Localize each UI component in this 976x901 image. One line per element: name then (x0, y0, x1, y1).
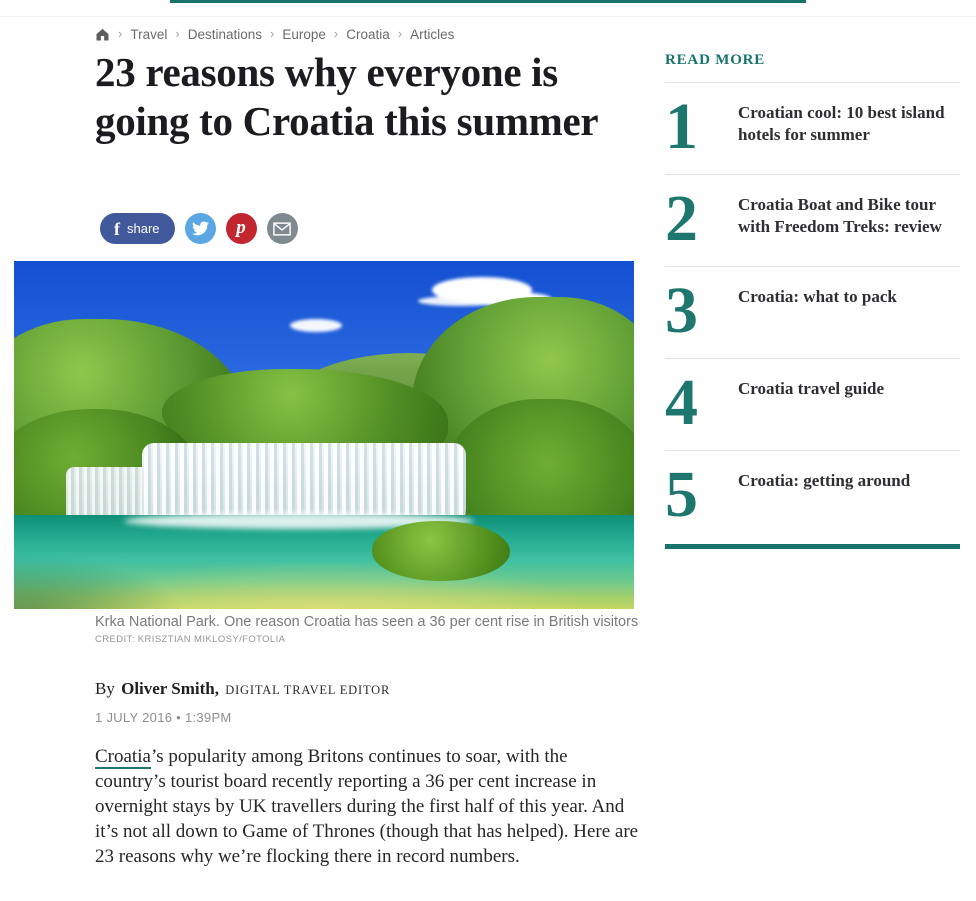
article-headline: 23 reasons why everyone is going to Croatia this summer (95, 49, 599, 144)
byline (95, 679, 390, 699)
read-more-item-1[interactable] (665, 82, 960, 174)
byline-prefix: By (95, 679, 115, 698)
breadcrumb-item-travel[interactable]: Travel (130, 27, 168, 42)
breadcrumb-item-europe[interactable]: Europe (282, 27, 326, 42)
item-number: 5 (665, 458, 698, 531)
share-toolbar (100, 213, 308, 244)
read-more-widget (665, 52, 960, 549)
breadcrumb-separator: › (270, 26, 275, 41)
breadcrumb-separator: › (118, 26, 123, 41)
author-role: DIGITAL TRAVEL EDITOR (225, 683, 391, 697)
header-bottom-rule (170, 0, 806, 3)
item-number: 2 (665, 182, 698, 255)
twitter-share-button[interactable] (185, 213, 216, 244)
email-icon (273, 222, 291, 236)
deep-water (14, 541, 214, 609)
read-more-heading: READ MORE (665, 52, 766, 68)
read-more-item-2[interactable] (665, 174, 960, 266)
read-more-item-3[interactable] (665, 266, 960, 358)
image-caption: Krka National Park. One reason Croatia has seen a 36 per cent rise in British visitors (95, 614, 639, 630)
item-number: 1 (665, 90, 698, 163)
email-share-button[interactable] (267, 213, 298, 244)
read-more-item-5[interactable] (665, 450, 960, 542)
intro-paragraph (95, 744, 643, 869)
facebook-share-label: share (127, 221, 160, 236)
read-more-item-4[interactable] (665, 358, 960, 450)
item-title: Croatia: what to pack (738, 287, 897, 306)
breadcrumb-item-croatia[interactable]: Croatia (346, 27, 390, 42)
breadcrumb-separator: › (175, 26, 180, 41)
croatia-link[interactable]: Croatia (95, 746, 151, 767)
breadcrumb-separator: › (333, 26, 339, 41)
pinterest-icon: p (236, 217, 246, 238)
krka-waterfall-photo (14, 261, 634, 609)
item-title: Croatia: getting around (738, 471, 911, 490)
item-title: Croatian cool: 10 best island hotels for summer (738, 103, 945, 144)
item-number: 4 (665, 366, 698, 439)
home-icon[interactable] (95, 27, 110, 42)
facebook-share-button[interactable] (100, 213, 175, 244)
intro-text: ’s popularity among Britons continues to soar, with the country’s tourist board recently reporting a 36 per cent increase in overnight stays by UK travellers during the first half of this year. And it’s not all down to Game of Thrones (though that has helped). Here are 23 reasons why we’re flocking there in record numbers. (95, 746, 639, 867)
page-divider (0, 16, 976, 17)
twitter-icon (192, 221, 209, 236)
pinterest-share-button[interactable] (226, 213, 257, 244)
breadcrumb-item-articles[interactable]: Articles (410, 27, 455, 42)
water-bush (372, 521, 510, 581)
author-name[interactable]: Oliver Smith, (121, 679, 220, 698)
image-credit: CREDIT: KRISZTIAN MIKLOSY/FOTOLIA (95, 634, 286, 645)
hero-image (14, 261, 634, 609)
breadcrumb-separator: › (397, 26, 403, 41)
widget-bottom-rule (665, 544, 960, 549)
breadcrumb (95, 27, 454, 42)
publish-date: 1 JULY 2016 • 1:39PM (95, 710, 232, 725)
item-title: Croatia travel guide (738, 379, 885, 398)
facebook-icon: f (114, 218, 120, 239)
item-title: Croatia Boat and Bike tour with Freedom Treks: review (738, 195, 942, 236)
item-number: 3 (665, 274, 698, 347)
cloud (290, 319, 342, 332)
breadcrumb-item-destinations[interactable]: Destinations (187, 27, 262, 42)
